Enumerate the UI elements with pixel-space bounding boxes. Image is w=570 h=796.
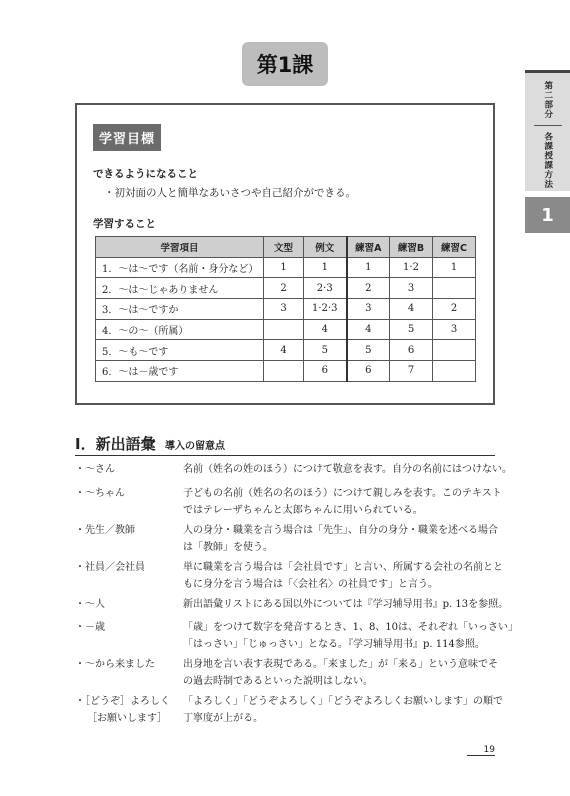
learning-goals-box: [75, 103, 495, 405]
vocab-desc-line: 子どもの名前（姓名の名のほう）につけて親しみを表す。このテキスト: [183, 488, 502, 499]
header-example: 例文: [304, 237, 347, 258]
table-cell: 1·2: [390, 257, 433, 278]
vocab-term: ・［どうぞ］よろしく: [75, 696, 170, 707]
table-cell: 1: [304, 257, 347, 278]
vocab-term: ・～さん: [75, 464, 115, 475]
table-cell: 3: [433, 319, 476, 340]
table-cell: 1．～は～です（名前・身分など）: [96, 257, 264, 278]
learning-goals-label: 学習目標: [93, 124, 161, 151]
side-tab-section: 各課授課方法: [542, 132, 553, 189]
vocab-desc-line: の過去時制であるといった説明はしない。: [183, 676, 373, 687]
table-cell: 4．～の～（所属）: [96, 319, 264, 340]
table-cell: 4: [304, 319, 347, 340]
table-cell: 6: [304, 361, 347, 382]
vocab-term: ・－歳: [75, 622, 105, 633]
side-tab-divider: [534, 125, 562, 126]
vocab-section-title: Ⅰ．新出語彙: [75, 435, 156, 453]
table-cell: 3: [264, 299, 304, 320]
vocab-term: ・社員／会社員: [75, 562, 145, 573]
vocab-section-subtitle: 導入の留意点: [165, 441, 225, 452]
table-cell: 5: [347, 340, 390, 361]
table-cell: 5: [390, 319, 433, 340]
vocab-desc-line: 人の身分・職業を言う場合は「先生」、自分の身分・職業を述べる場合: [183, 525, 498, 536]
vocab-term: ・～ちゃん: [75, 488, 125, 499]
table-cell: 2: [433, 299, 476, 320]
table-row: [96, 340, 476, 361]
side-tab-part: 第二部分: [542, 81, 553, 119]
table-cell: 6: [390, 340, 433, 361]
can-do-heading: できるようになること: [93, 168, 198, 180]
table-row: [96, 319, 476, 340]
header-sentence-pattern: 文型: [264, 237, 304, 258]
table-cell: 4: [264, 340, 304, 361]
vocab-desc-line: 「よろしく」「どうぞよろしく」「どうぞよろしくお願いします」の順で: [183, 696, 503, 707]
table-row: [96, 257, 476, 278]
table-cell: 2．～は～じゃありません: [96, 278, 264, 299]
vocab-desc-line: は「教師」を使う。: [183, 542, 273, 553]
vocab-desc-line: 単に職業を言う場合は「会社員です」と言い、所属する会社の名前とと: [183, 562, 503, 573]
table-cell: 2: [264, 278, 304, 299]
table-cell: 7: [390, 361, 433, 382]
vocab-desc-line: 出身地を言い表す表現である。「来ました」が「来る」という意味でそ: [183, 659, 498, 670]
vocab-desc-line: 「歳」をつけて数字を発音するとき、1、8、10は、それぞれ「いっさい」: [183, 622, 519, 633]
header-practice-b: 練習B: [390, 237, 433, 258]
table-cell: 2·3: [304, 278, 347, 299]
vocab-desc-line: もに身分を言う場合は「〈会社名〉の社員です」と言う。: [183, 579, 438, 590]
vocab-desc-line: 新出語彙リストにある国以外については『学习辅导用书』p. 13を参照。: [183, 599, 509, 610]
table-cell: [433, 340, 476, 361]
learning-items-table: [95, 236, 476, 382]
header-practice-a: 練習A: [347, 237, 390, 258]
side-tab: [525, 70, 570, 191]
vocab-desc-line: 「はっさい」「じゅっさい」となる。『学习辅导用书』p. 114参照。: [183, 639, 485, 650]
table-cell: 1: [264, 257, 304, 278]
vocab-divider: [75, 455, 495, 456]
table-cell: 6: [347, 361, 390, 382]
header-item: 学習項目: [96, 237, 264, 258]
table-cell: 4: [347, 319, 390, 340]
table-header-row: [96, 237, 476, 258]
table-cell: 3．～は～ですか: [96, 299, 264, 320]
table-cell: [433, 361, 476, 382]
vocab-term: ・～から来ました: [75, 659, 155, 670]
table-cell: 4: [390, 299, 433, 320]
vocab-term: ［お願いします］: [87, 713, 167, 724]
table-row: [96, 299, 476, 320]
can-do-item: ・初対面の人と簡単なあいさつや自己紹介ができる。: [104, 187, 356, 199]
table-cell: 3: [390, 278, 433, 299]
table-row: [96, 361, 476, 382]
lesson-title: 第1課: [242, 42, 328, 86]
table-cell: 3: [347, 299, 390, 320]
table-cell: 1·2·3: [304, 299, 347, 320]
table-cell: 5．～も～です: [96, 340, 264, 361]
table-cell: 1: [433, 257, 476, 278]
vocab-term: ・～人: [75, 599, 105, 610]
vocab-desc-line: 名前（姓名の姓のほう）につけて敬意を表す。自分の名前にはつけない。: [183, 464, 512, 475]
table-cell: 5: [304, 340, 347, 361]
header-practice-c: 練習C: [433, 237, 476, 258]
vocab-desc-line: ではテレーザちゃんと太郎ちゃんに用いられている。: [183, 505, 423, 516]
table-cell: 1: [347, 257, 390, 278]
side-tab-number: 1: [525, 197, 570, 233]
table-cell: 6．～は－歳です: [96, 361, 264, 382]
table-cell: [433, 278, 476, 299]
table-cell: [264, 319, 304, 340]
vocab-desc-line: 丁寧度が上がる。: [183, 713, 263, 724]
table-row: [96, 278, 476, 299]
page-number: 19: [467, 745, 495, 756]
vocab-term: ・先生／教師: [75, 525, 135, 536]
learning-items-heading: 学習すること: [93, 218, 156, 230]
table-cell: 2: [347, 278, 390, 299]
table-cell: [264, 361, 304, 382]
